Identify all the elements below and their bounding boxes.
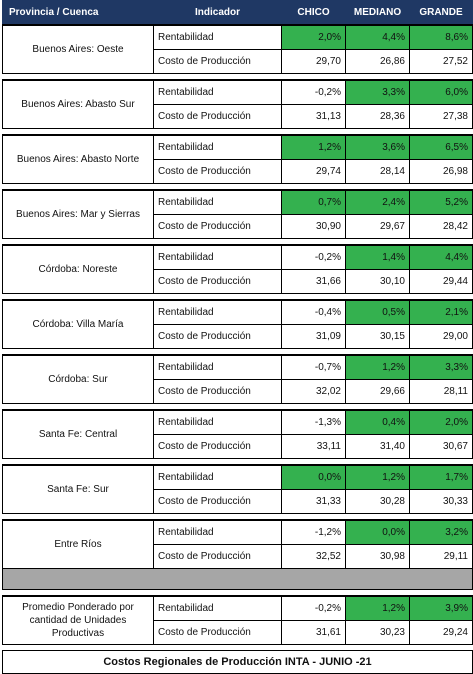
rent-chico: -0,7% [282, 355, 346, 380]
region-cell: Córdoba: Sur [3, 355, 154, 404]
cost-grande: 29,24 [410, 621, 473, 645]
rent-chico: -0,2% [282, 245, 346, 270]
indicator-costo: Costo de Producción [154, 380, 282, 404]
region-cell: Buenos Aires: Abasto Norte [3, 135, 154, 184]
indicator-costo: Costo de Producción [154, 50, 282, 74]
cost-chico: 31,09 [282, 325, 346, 349]
indicator-costo: Costo de Producción [154, 105, 282, 129]
rent-grande: 4,4% [410, 245, 473, 270]
rent-mediano: 0,4% [346, 410, 410, 435]
cost-chico: 32,02 [282, 380, 346, 404]
cost-chico: 29,74 [282, 160, 346, 184]
cost-mediano: 29,66 [346, 380, 410, 404]
cost-mediano: 29,67 [346, 215, 410, 239]
rent-grande: 1,7% [410, 465, 473, 490]
cost-grande: 30,33 [410, 490, 473, 514]
rent-chico: -1,3% [282, 410, 346, 435]
indicator-rentabilidad: Rentabilidad [154, 80, 282, 105]
cost-chico: 29,70 [282, 50, 346, 74]
rent-chico: 2,0% [282, 25, 346, 50]
indicator-rentabilidad: Rentabilidad [154, 465, 282, 490]
rent-mediano: 4,4% [346, 25, 410, 50]
rent-mediano: 1,2% [346, 355, 410, 380]
rent-mediano: 0,0% [346, 520, 410, 545]
indicator-rentabilidad: Rentabilidad [154, 355, 282, 380]
table-row [3, 25, 473, 50]
rent-mediano: 3,6% [346, 135, 410, 160]
rent-mediano: 0,5% [346, 300, 410, 325]
indicator-costo: Costo de Producción [154, 325, 282, 349]
cost-mediano: 31,40 [346, 435, 410, 459]
cost-grande: 26,98 [410, 160, 473, 184]
cost-grande: 29,00 [410, 325, 473, 349]
indicator-rentabilidad: Rentabilidad [154, 25, 282, 50]
rent-grande: 8,6% [410, 25, 473, 50]
region-cell: Promedio Ponderado por cantidad de Unidades Productivas [3, 596, 154, 645]
rent-grande: 3,3% [410, 355, 473, 380]
rent-chico: -1,2% [282, 520, 346, 545]
cost-mediano: 28,36 [346, 105, 410, 129]
rent-mediano: 2,4% [346, 190, 410, 215]
table-row [3, 80, 473, 105]
indicator-rentabilidad: Rentabilidad [154, 190, 282, 215]
cost-mediano: 30,28 [346, 490, 410, 514]
rent-grande: 6,5% [410, 135, 473, 160]
region-cell: Buenos Aires: Oeste [3, 25, 154, 74]
indicator-costo: Costo de Producción [154, 215, 282, 239]
rent-mediano: 1,2% [346, 596, 410, 621]
region-cell: Entre Ríos [3, 520, 154, 569]
cost-mediano: 30,23 [346, 621, 410, 645]
header-chico: CHICO [282, 1, 346, 26]
header-row [3, 1, 473, 26]
indicator-costo: Costo de Producción [154, 545, 282, 569]
rent-mediano: 1,2% [346, 465, 410, 490]
cost-grande: 28,42 [410, 215, 473, 239]
rent-mediano: 3,3% [346, 80, 410, 105]
table-row [3, 465, 473, 490]
cost-mediano: 30,10 [346, 270, 410, 294]
indicator-costo: Costo de Producción [154, 621, 282, 645]
cost-chico: 32,52 [282, 545, 346, 569]
cost-grande: 27,52 [410, 50, 473, 74]
footer-title: Costos Regionales de Producción INTA - JUNIO -21 [3, 651, 473, 674]
table-row [3, 135, 473, 160]
indicator-rentabilidad: Rentabilidad [154, 135, 282, 160]
costs-table [2, 0, 473, 674]
table-row [3, 190, 473, 215]
indicator-rentabilidad: Rentabilidad [154, 245, 282, 270]
table-row [3, 355, 473, 380]
rent-grande: 3,9% [410, 596, 473, 621]
cost-chico: 31,33 [282, 490, 346, 514]
region-cell: Santa Fe: Sur [3, 465, 154, 514]
indicator-costo: Costo de Producción [154, 160, 282, 184]
indicator-rentabilidad: Rentabilidad [154, 300, 282, 325]
region-cell: Buenos Aires: Mar y Sierras [3, 190, 154, 239]
cost-mediano: 26,86 [346, 50, 410, 74]
footer-row [3, 651, 473, 674]
indicator-rentabilidad: Rentabilidad [154, 520, 282, 545]
table-row [3, 300, 473, 325]
cost-grande: 30,67 [410, 435, 473, 459]
header-grande: GRANDE [410, 1, 473, 26]
cost-chico: 33,11 [282, 435, 346, 459]
region-cell: Córdoba: Noreste [3, 245, 154, 294]
cost-mediano: 30,15 [346, 325, 410, 349]
rent-grande: 5,2% [410, 190, 473, 215]
region-cell: Córdoba: Villa María [3, 300, 154, 349]
rent-grande: 3,2% [410, 520, 473, 545]
separator-row [3, 569, 473, 590]
indicator-costo: Costo de Producción [154, 435, 282, 459]
cost-mediano: 30,98 [346, 545, 410, 569]
rent-chico: -0,2% [282, 596, 346, 621]
cost-chico: 31,13 [282, 105, 346, 129]
table-row [3, 245, 473, 270]
rent-chico: -0,2% [282, 80, 346, 105]
header-indicador: Indicador [154, 1, 282, 26]
indicator-rentabilidad: Rentabilidad [154, 410, 282, 435]
rent-chico: 1,2% [282, 135, 346, 160]
table-row [3, 520, 473, 545]
rent-mediano: 1,4% [346, 245, 410, 270]
rent-grande: 6,0% [410, 80, 473, 105]
rent-grande: 2,1% [410, 300, 473, 325]
rent-chico: 0,0% [282, 465, 346, 490]
rent-chico: 0,7% [282, 190, 346, 215]
cost-grande: 29,44 [410, 270, 473, 294]
cost-grande: 27,38 [410, 105, 473, 129]
cost-chico: 30,90 [282, 215, 346, 239]
cost-grande: 29,11 [410, 545, 473, 569]
table-row [3, 410, 473, 435]
rent-chico: -0,4% [282, 300, 346, 325]
region-cell: Buenos Aires: Abasto Sur [3, 80, 154, 129]
header-provincia: Provincia / Cuenca [3, 1, 154, 26]
cost-mediano: 28,14 [346, 160, 410, 184]
region-cell: Santa Fe: Central [3, 410, 154, 459]
header-mediano: MEDIANO [346, 1, 410, 26]
indicator-costo: Costo de Producción [154, 490, 282, 514]
rent-grande: 2,0% [410, 410, 473, 435]
separator-cell [3, 569, 473, 590]
indicator-rentabilidad: Rentabilidad [154, 596, 282, 621]
indicator-costo: Costo de Producción [154, 270, 282, 294]
cost-chico: 31,66 [282, 270, 346, 294]
cost-grande: 28,11 [410, 380, 473, 404]
cost-chico: 31,61 [282, 621, 346, 645]
